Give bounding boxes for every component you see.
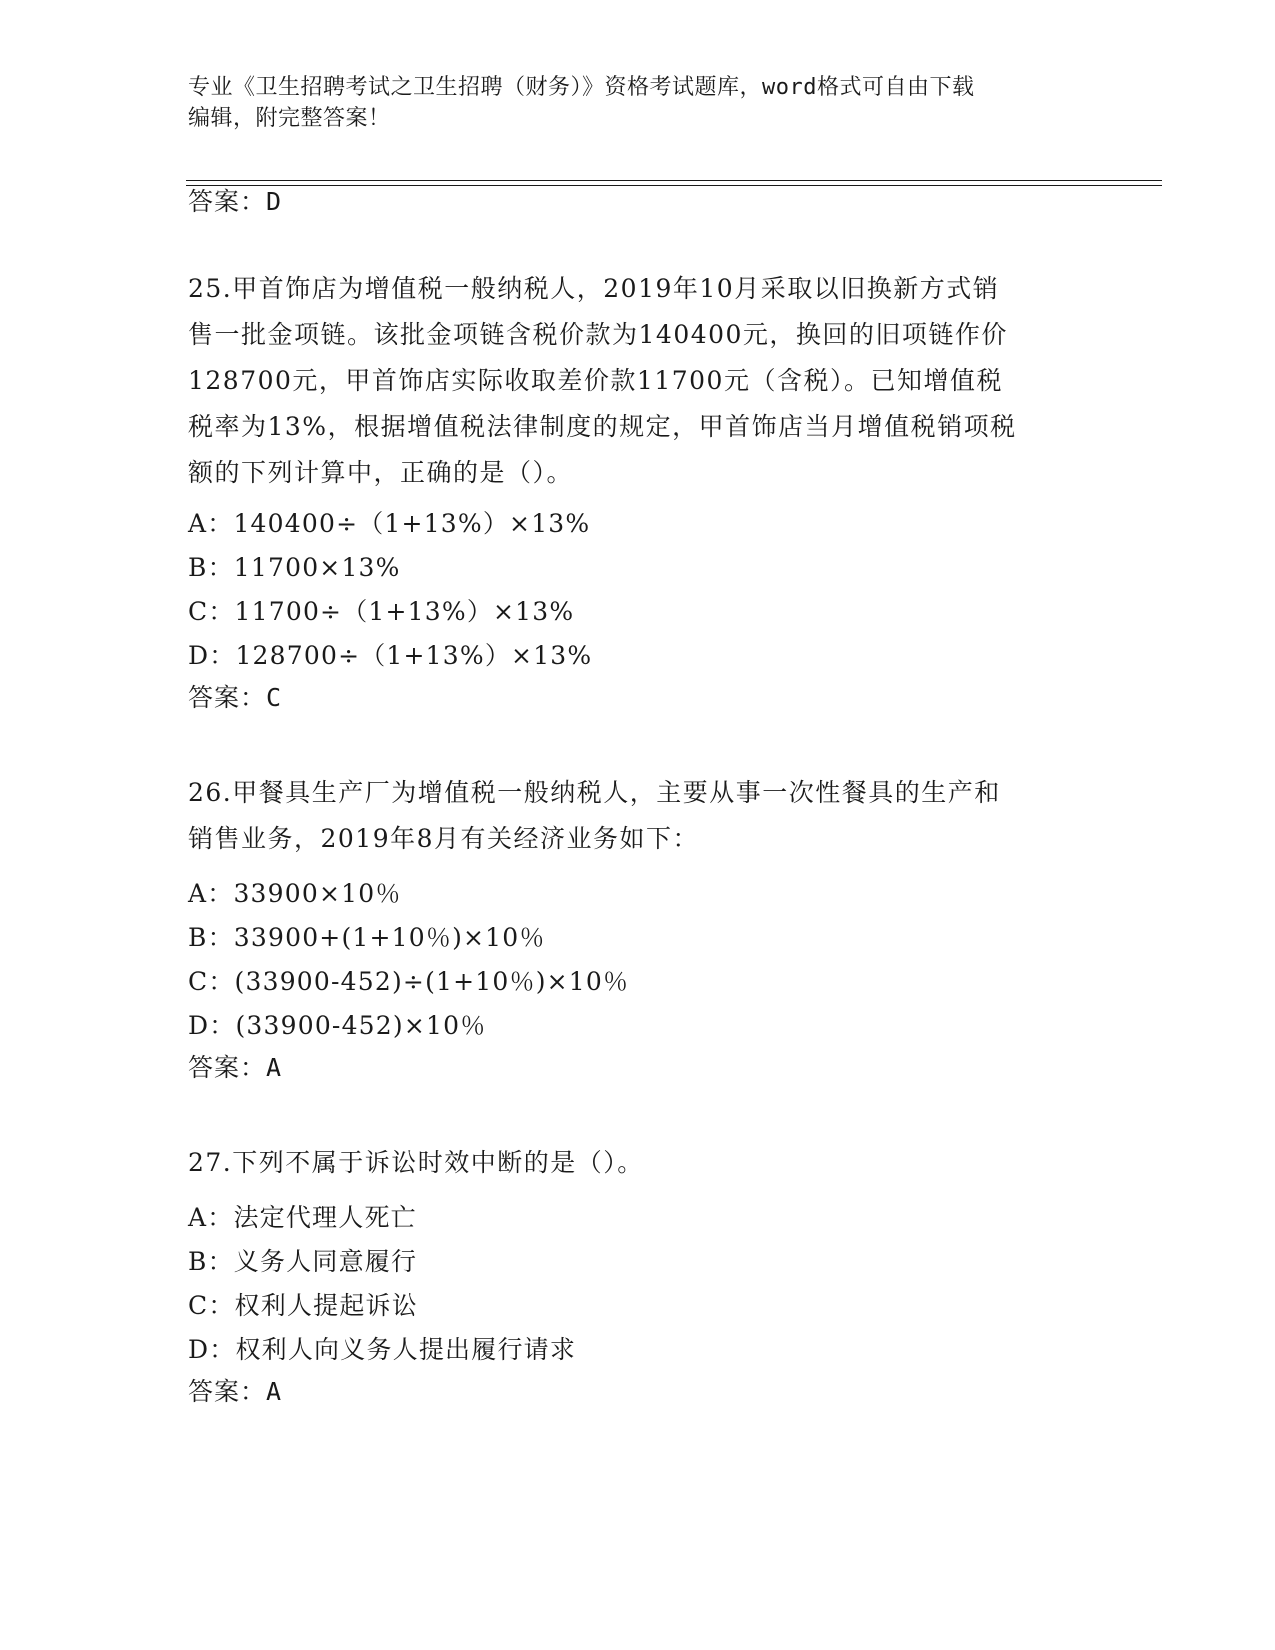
q27-option-c: C：权利人提起诉讼	[188, 1291, 418, 1320]
question-27	[188, 1140, 1088, 1186]
question-line: 额的下列计算中，正确的是（）。	[188, 458, 574, 487]
header-line-2: 编辑，附完整答案！	[188, 106, 391, 131]
q26-option-b: B：33900+(1+10％)×10％	[188, 923, 546, 952]
q26-option-a: A：33900×10％	[188, 879, 402, 908]
q27-option-a: A：法定代理人死亡	[188, 1203, 417, 1232]
question-line: 26.甲餐具生产厂为增值税一般纳税人，主要从事一次性餐具的生产和	[188, 778, 1001, 807]
question-26	[188, 770, 1088, 862]
question-25	[188, 266, 1088, 496]
header-line-1: 专业《卫生招聘考试之卫生招聘（财务）》资格考试题库，word格式可自由下载	[188, 75, 975, 100]
question-line: 128700元，甲首饰店实际收取差价款11700元（含税）。已知增值税	[188, 366, 1003, 395]
question-line: 27.下列不属于诉讼时效中断的是（）。	[188, 1148, 644, 1177]
q25-option-a: A：140400÷（1+13%）×13%	[188, 509, 591, 538]
question-line: 25.甲首饰店为增值税一般纳税人，2019年10月采取以旧换新方式销	[188, 274, 1000, 303]
q27-option-b: B：义务人同意履行	[188, 1247, 418, 1276]
q27-option-d: D：权利人向义务人提出履行请求	[188, 1335, 577, 1364]
q26-option-d: D：(33900-452)×10％	[188, 1011, 487, 1040]
q26-answer: 答案：A	[188, 1053, 283, 1082]
header-rule-top	[186, 180, 1162, 181]
document-header	[188, 72, 1068, 134]
q26-option-c: C：(33900-452)÷(1+10％)×10％	[188, 967, 630, 996]
question-line: 税率为13%，根据增值税法律制度的规定，甲首饰店当月增值税销项税	[188, 412, 1017, 441]
q27-answer: 答案：A	[188, 1377, 283, 1406]
q25-option-b: B：11700×13%	[188, 553, 401, 582]
q25-option-d: D：128700÷（1+13%）×13%	[188, 641, 593, 670]
header-rule-bottom	[186, 185, 1162, 186]
question-line: 售一批金项链。该批金项链含税价款为140400元，换回的旧项链作价	[188, 320, 1008, 349]
q25-answer: 答案：C	[188, 683, 283, 712]
q25-option-c: C：11700÷（1+13%）×13%	[188, 597, 575, 626]
question-line: 销售业务，2019年8月有关经济业务如下：	[188, 824, 700, 853]
previous-answer: 答案：D	[188, 187, 283, 216]
